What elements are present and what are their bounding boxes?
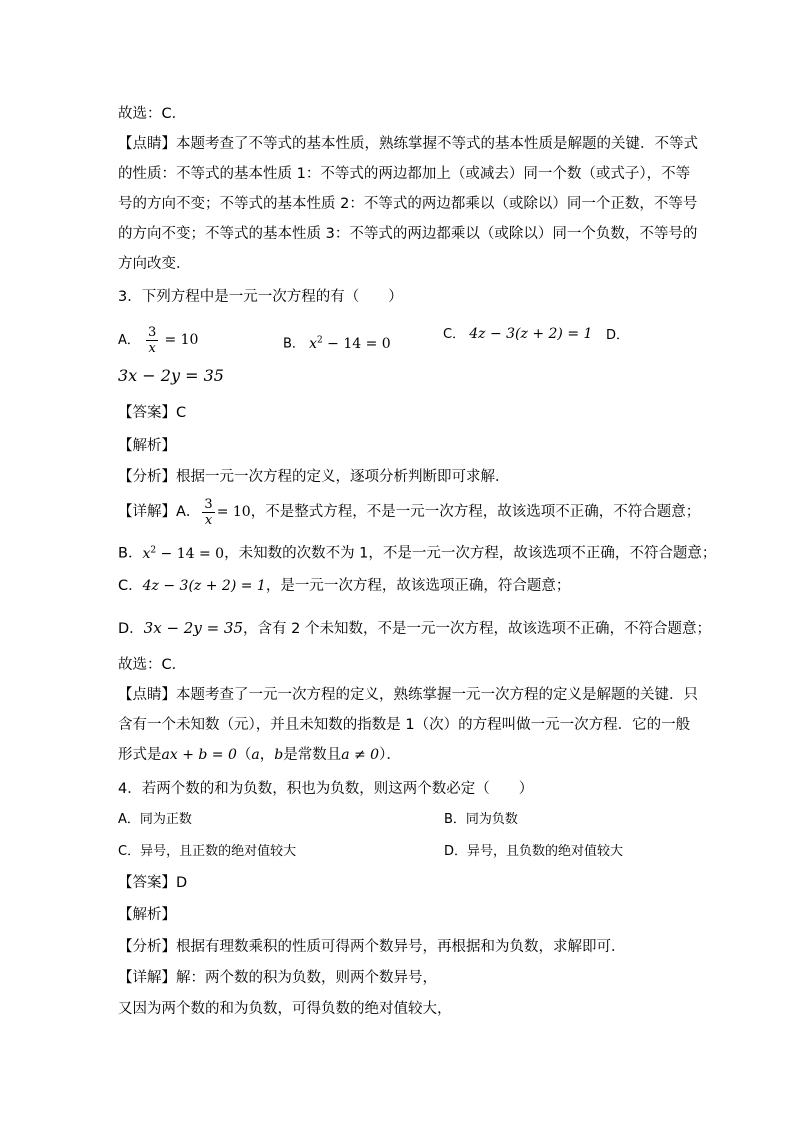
fraction-numerator: 3 [148,325,157,340]
comment-text: （ [236,747,252,763]
equation: 3x − 2y = 35 [143,619,243,637]
detail-line: 又因为两个数的和为负数，可得负数的绝对值较大， [118,1001,452,1017]
option-c: C．异号，且正数的绝对值较大 [118,844,297,859]
variable: b [274,747,284,763]
comment-line: 含有一个未知数（元），并且未知数的指数是 1（次）的方程叫做一元一次方程．它的一般 [118,717,691,733]
detail-line: 【详解】解：两个数的积为负数，则两个数异号， [118,970,437,986]
comment-line: 的方向不变；不等式的基本性质 3：不等式的两边都乘以（或除以）同一个负数，不等号的 [118,226,698,242]
option-label: C． [443,327,466,342]
detail-a [118,494,700,530]
analysis-heading: 【解析】 [118,907,176,923]
analysis-heading: 【解析】 [118,438,176,454]
comment-line: 【点睛】本题考查了一元一次方程的定义，熟练掌握一元一次方程的定义是解题的关键．只 [118,687,698,703]
comment-line [118,745,401,765]
equation-var: x [309,335,317,352]
option-label: B． [283,336,305,352]
answer-4: 【答案】D [118,875,188,891]
fraction-denominator: x [204,512,213,528]
option-label: A． [118,333,140,348]
analysis-line: 【分析】根据有理数乘积的性质可得两个数异号，再根据和为负数，求解即可． [118,939,626,955]
equation: ax + b = 0 [161,747,237,763]
equation: 4z − 3(z + 2) = 1 [469,326,593,342]
question-4: 4．若两个数的和为负数，积也为负数，则这两个数必定（ ） [118,781,534,797]
fraction-numerator: 3 [204,496,213,512]
option-d: D．异号，且负数的绝对值较大 [444,844,624,859]
fraction [146,325,158,356]
equation-rest: − 14 = 0 [322,335,391,352]
inequality: a ≠ 0 [341,747,380,763]
detail-prefix: B． [118,545,143,562]
detail-text: ，不是整式方程，不是一元一次方程，故该选项不正确，不符合题意； [250,504,701,520]
detail-prefix: 【详解】A． [118,504,201,520]
detail-b [118,540,716,564]
option-a [118,322,198,359]
option-b [283,330,391,355]
detail-prefix: C． [118,578,143,594]
answer-3: 【答案】C [118,405,187,421]
comment-text: 是常数且 [283,747,342,763]
comment-text: 形式是 [118,747,162,763]
detail-prefix: D． [118,621,144,637]
equation: 3x − 2y = 35 [118,366,224,385]
exponent: 2 [316,335,323,345]
equation-rhs: = 10 [164,332,199,348]
comment-line: 方向改变． [118,256,191,272]
exponent: 2 [150,545,157,555]
detail-text: ，是一元一次方程，故该选项正确，符合题意； [265,578,571,594]
detail-text: ，含有 2 个未知数，不是一元一次方程，故该选项不正确，不符合题意； [243,621,711,637]
option-d-label: D． [606,328,630,343]
answer-choice-line: 故选：C． [118,106,187,122]
detail-text: ，未知数的次数不为 1，不是一元一次方程，故该选项不正确，不符合题意； [224,545,717,562]
option-b: B．同为负数 [444,812,518,827]
option-d-expr [118,366,224,387]
comment-line: 的性质：不等式的基本性质 1：不等式的两边都加上（或减去）同一个数（或式子），不等 [118,166,691,182]
comment-line: 【点睛】本题考查了不等式的基本性质，熟练掌握不等式的基本性质是解题的关键．不等式 [118,136,698,152]
equation-rhs: = 10 [216,504,251,520]
fraction-denominator: x [148,341,156,356]
option-a: A．同为正数 [118,812,192,827]
question-3: 3．下列方程中是一元一次方程的有（ ） [118,289,403,305]
analysis-line: 【分析】根据一元一次方程的定义，逐项分析判断即可求解． [118,469,510,485]
comment-text: ）． [379,747,401,763]
variable: a [251,747,260,763]
fraction [202,497,214,528]
detail-d [118,618,711,639]
equation-rest: − 14 = 0 [156,545,225,562]
answer-choice-line: 故选：C． [118,657,187,673]
option-c [443,324,592,345]
comment-line: 号的方向不变；不等式的基本性质 2：不等式的两边都乘以（或除以）同一个正数，不等号 [118,196,698,212]
equation-var: x [142,545,151,562]
comment-text: ， [259,747,275,763]
equation: 4z − 3(z + 2) = 1 [142,578,266,594]
detail-c [118,576,570,596]
